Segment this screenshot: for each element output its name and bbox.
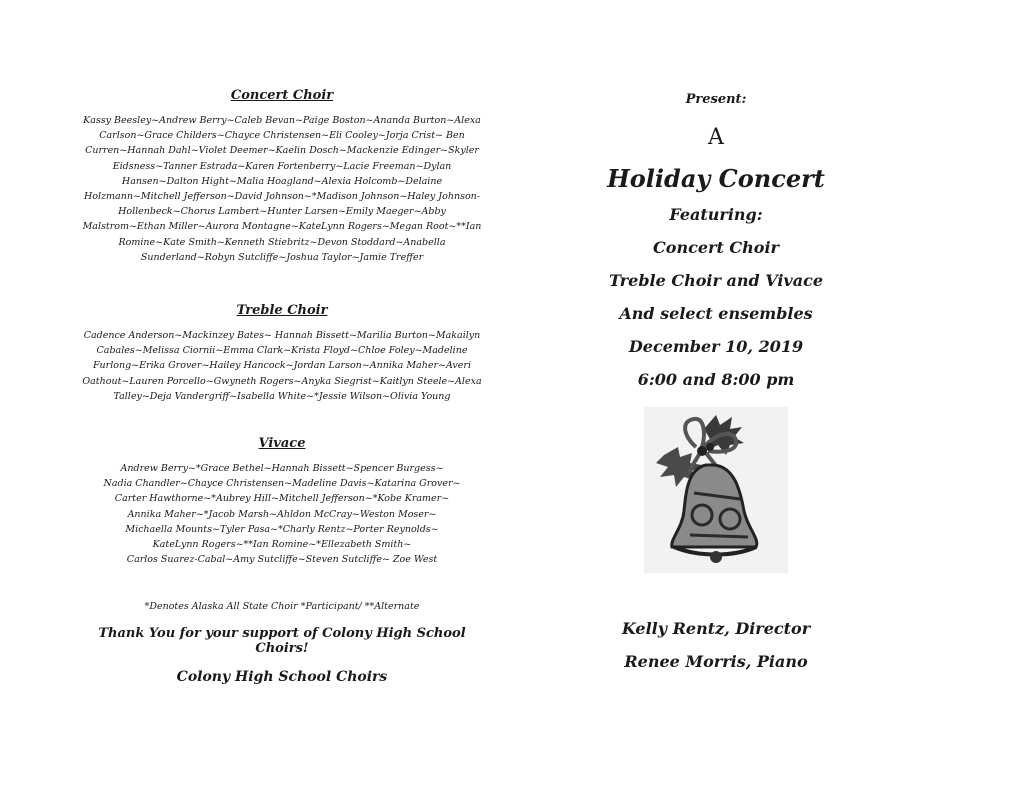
name-line: Michaella Mounts~Tyler Pasa~*Charly Rentz~Porter Reynolds~: [125, 523, 439, 535]
name-line: Cadence Anderson~Mackinzey Bates~ Hannah Bissett~Marilia Burton~Makailyn: [83, 330, 481, 342]
title-article: A: [708, 125, 724, 150]
name-line: Carter Hawthorne~*Aubrey Hill~Mitchell Jefferson~*Kobe Kramer~: [114, 493, 450, 505]
cover-panel: [600, 88, 832, 671]
treble-choir-heading: Treble Choir: [236, 303, 328, 319]
featuring-label: Featuring:: [669, 205, 763, 224]
vivace-heading: Vivace: [258, 436, 306, 452]
name-line: Carlson~Grace Childers~Chayce Christensen~Eli Cooley~Jorja Crist~ Ben: [99, 130, 465, 142]
thank-you-note: Thank You for your support of Colony High School Choirs!: [98, 626, 466, 657]
vivace-names: [102, 461, 462, 567]
name-line: Cabales~Melissa Ciornii~Emma Clark~Krista Floyd~Chloe Foley~Madeline: [96, 345, 468, 357]
name-line: Sunderland~Robyn Sutcliffe~Joshua Taylor~Jamie Treffer: [140, 251, 424, 263]
name-line: Romine~Kate Smith~Kenneth Stiebritz~Devon Stoddard~Anabella: [118, 236, 446, 248]
name-line: Carlos Suarez-Cabal~Amy Sutcliffe~Steven Sutcliffe~ Zoe West: [126, 554, 438, 566]
piano-credit: Renee Morris, Piano: [624, 652, 808, 671]
name-line: Nadia Chandler~Chayce Christensen~Madeline Davis~Katarina Grover~: [103, 478, 461, 490]
concert-title: Holiday Concert: [607, 164, 825, 193]
director-credit: Kelly Rentz, Director: [621, 619, 811, 638]
name-line: Annika Maher~*Jacob Marsh~Ahldon McCray~Weston Moser~: [127, 508, 437, 520]
school-name: Colony High School Choirs: [176, 669, 388, 686]
name-line: KateLynn Rogers~**Ian Romine~*Ellezabeth Smith~: [152, 539, 412, 551]
name-line: Eidsness~Tanner Estrada~Karen Fortenberry~Lacie Freeman~Dylan: [112, 160, 452, 172]
concert-times: 6:00 and 8:00 pm: [637, 370, 795, 389]
holly-bell-icon: [644, 407, 788, 573]
present-label: Present:: [685, 92, 747, 107]
concert-choir-names: [72, 113, 492, 265]
all-state-footnote: *Denotes Alaska All State Choir *Participant/ **Alternate: [144, 601, 420, 613]
name-line: Hollenbeck~Chorus Lambert~Hunter Larsen~Emily Maeger~Abby: [118, 206, 446, 218]
name-line: Talley~Deja Vandergriff~Isabella White~*Jessie Wilson~Olivia Young: [113, 390, 451, 402]
name-line: Curren~Hannah Dahl~Violet Deemer~Kaelin Dosch~Mackenzie Edinger~Skyler: [85, 145, 479, 157]
featured-group: Treble Choir and Vivace: [608, 271, 824, 290]
treble-choir-names: [72, 328, 492, 404]
concert-choir-section: [72, 88, 492, 265]
name-line: Kassy Beesley~Andrew Berry~Caleb Bevan~Paige Boston~Ananda Burton~Alexa: [83, 115, 481, 126]
name-line: Furlong~Erika Grover~Hailey Hancock~Jordan Larson~Annika Maher~Averi: [92, 360, 472, 372]
name-line: Malstrom~Ethan Miller~Aurora Montagne~KateLynn Rogers~Megan Root~**Ian: [82, 221, 482, 233]
vivace-section: [72, 436, 492, 567]
name-line: Andrew Berry~*Grace Bethel~Hannah Bissett~Spencer Burgess~: [120, 463, 444, 475]
featured-group: Concert Choir: [653, 238, 779, 257]
featured-group: And select ensembles: [619, 304, 813, 323]
name-line: Hansen~Dalton Hight~Malia Hoagland~Alexia Holcomb~Delaine: [121, 175, 443, 187]
concert-date: December 10, 2019: [628, 337, 804, 356]
name-line: Holzmann~Mitchell Jefferson~David Johnson~*Madison Johnson~Haley Johnson-: [84, 191, 480, 203]
concert-choir-heading: Concert Choir: [230, 88, 334, 103]
name-line: Oathout~Lauren Porcello~Gwyneth Rogers~Anyka Siegrist~Kaitlyn Steele~Alexa: [82, 375, 482, 387]
treble-choir-section: [72, 303, 492, 404]
roster-panel: [72, 88, 492, 685]
